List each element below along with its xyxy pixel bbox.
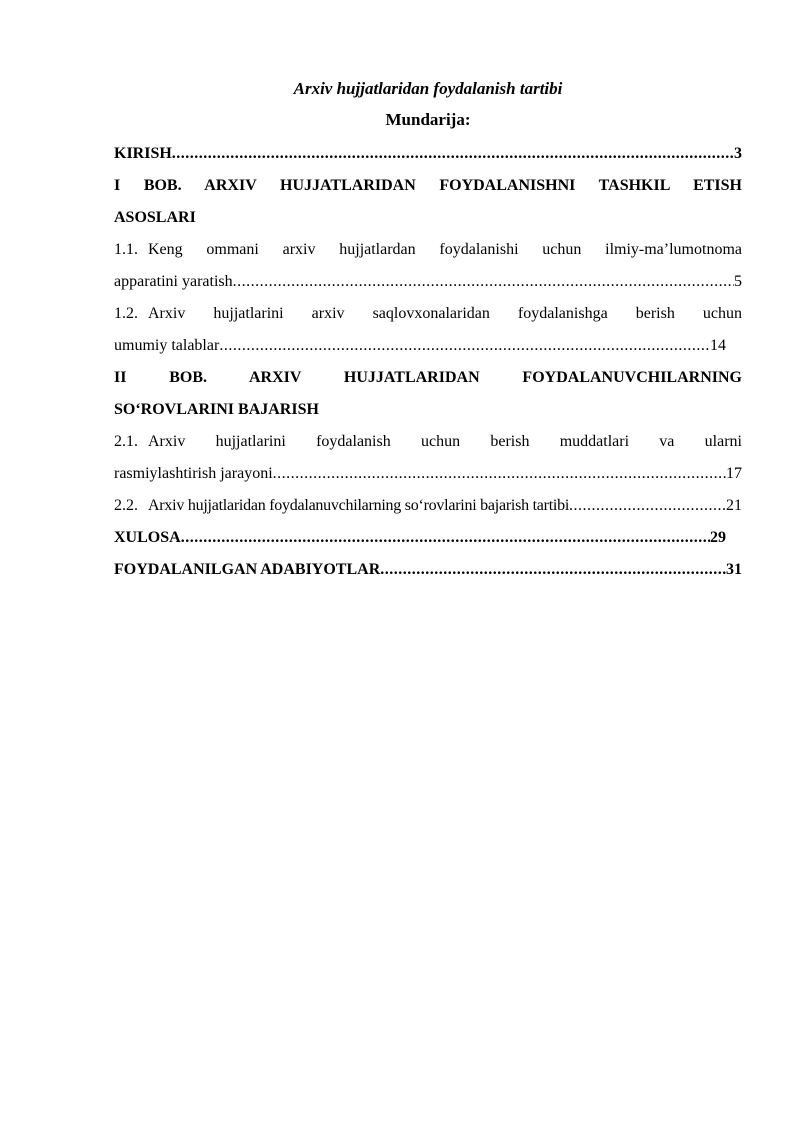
toc-page-number: 21 [726, 497, 742, 514]
toc-section-1-2-line2[interactable] [114, 330, 726, 362]
toc-entry-label: KIRISH [114, 145, 172, 162]
toc-leader-dots [172, 138, 734, 170]
toc-section-2-2[interactable] [114, 490, 742, 522]
toc-section-title-text: Arxiv hujjatlaridan foydalanuvchilarning so‘rovlarini bajarish tartibi [148, 497, 570, 514]
toc-section-2-1-line1[interactable] [114, 426, 742, 458]
toc-page-number: 17 [726, 465, 742, 482]
toc-section-title-cont: rasmiylashtirish jarayoni [114, 465, 273, 482]
toc-section-title: Keng ommani arxiv hujjatlardan foydalanishi uchun ilmiy-ma’lumotnoma [148, 241, 742, 258]
toc-page-number: 14 [710, 337, 726, 354]
toc-heading: Mundarija: [385, 110, 471, 129]
toc-page-number: 3 [734, 145, 742, 162]
toc-section-number: 1.2. [114, 305, 138, 322]
toc-section-number: 2.2. [114, 497, 138, 514]
toc-leader-dots [219, 330, 710, 362]
toc-page-number: 29 [710, 529, 726, 546]
toc-chapter-2-line2[interactable]: SO‘ROVLARINI BAJARISH [114, 401, 319, 418]
toc-section-title [114, 490, 569, 522]
toc-leader-dots [233, 266, 734, 298]
toc-chapter-2-line1[interactable]: II BOB. ARXIV HUJJATLARIDAN FOYDALANUVCHILARNING [114, 369, 742, 386]
toc-section-number: 1.1. [114, 241, 138, 258]
toc-leader-dots [380, 554, 726, 586]
toc-section-title-cont: apparatini yaratish [114, 273, 233, 290]
toc-leader-dots [569, 490, 726, 522]
toc-page-number: 31 [726, 561, 742, 578]
toc-section-2-1-line2[interactable] [114, 458, 742, 490]
toc-entry-label: XULOSA [114, 529, 181, 546]
toc-entry-references[interactable] [114, 554, 742, 586]
toc-chapter-1-line1[interactable]: I BOB. ARXIV HUJJATLARIDAN FOYDALANISHNI TASHKIL ETISH [114, 177, 742, 194]
toc-chapter-1-line2[interactable]: ASOSLARI [114, 209, 196, 226]
toc-entry-conclusion[interactable] [114, 522, 726, 554]
toc-section-number: 2.1. [114, 433, 138, 450]
toc-section-title-cont: umumiy talablar [114, 337, 220, 354]
toc-section-title: Arxiv hujjatlarini arxiv saqlovxonalaridan foydalanishga berish uchun [148, 305, 742, 322]
toc-page-number: 5 [734, 273, 742, 290]
toc-section-1-1-line2[interactable] [114, 266, 742, 298]
document-page [114, 74, 742, 586]
toc-section-1-1-line1[interactable] [114, 234, 742, 266]
toc-entry-intro[interactable] [114, 138, 742, 170]
toc-section-title: Arxiv hujjatlarini foydalanish uchun berish muddatlari va ularni [148, 433, 742, 450]
toc-entry-label: FOYDALANILGAN ADABIYOTLAR [114, 561, 381, 578]
toc-section-1-2-line1[interactable] [114, 298, 742, 330]
toc-leader-dots [181, 522, 710, 554]
toc-leader-dots [273, 458, 726, 490]
document-title: Arxiv hujjatlaridan foydalanish tartibi [293, 79, 563, 98]
